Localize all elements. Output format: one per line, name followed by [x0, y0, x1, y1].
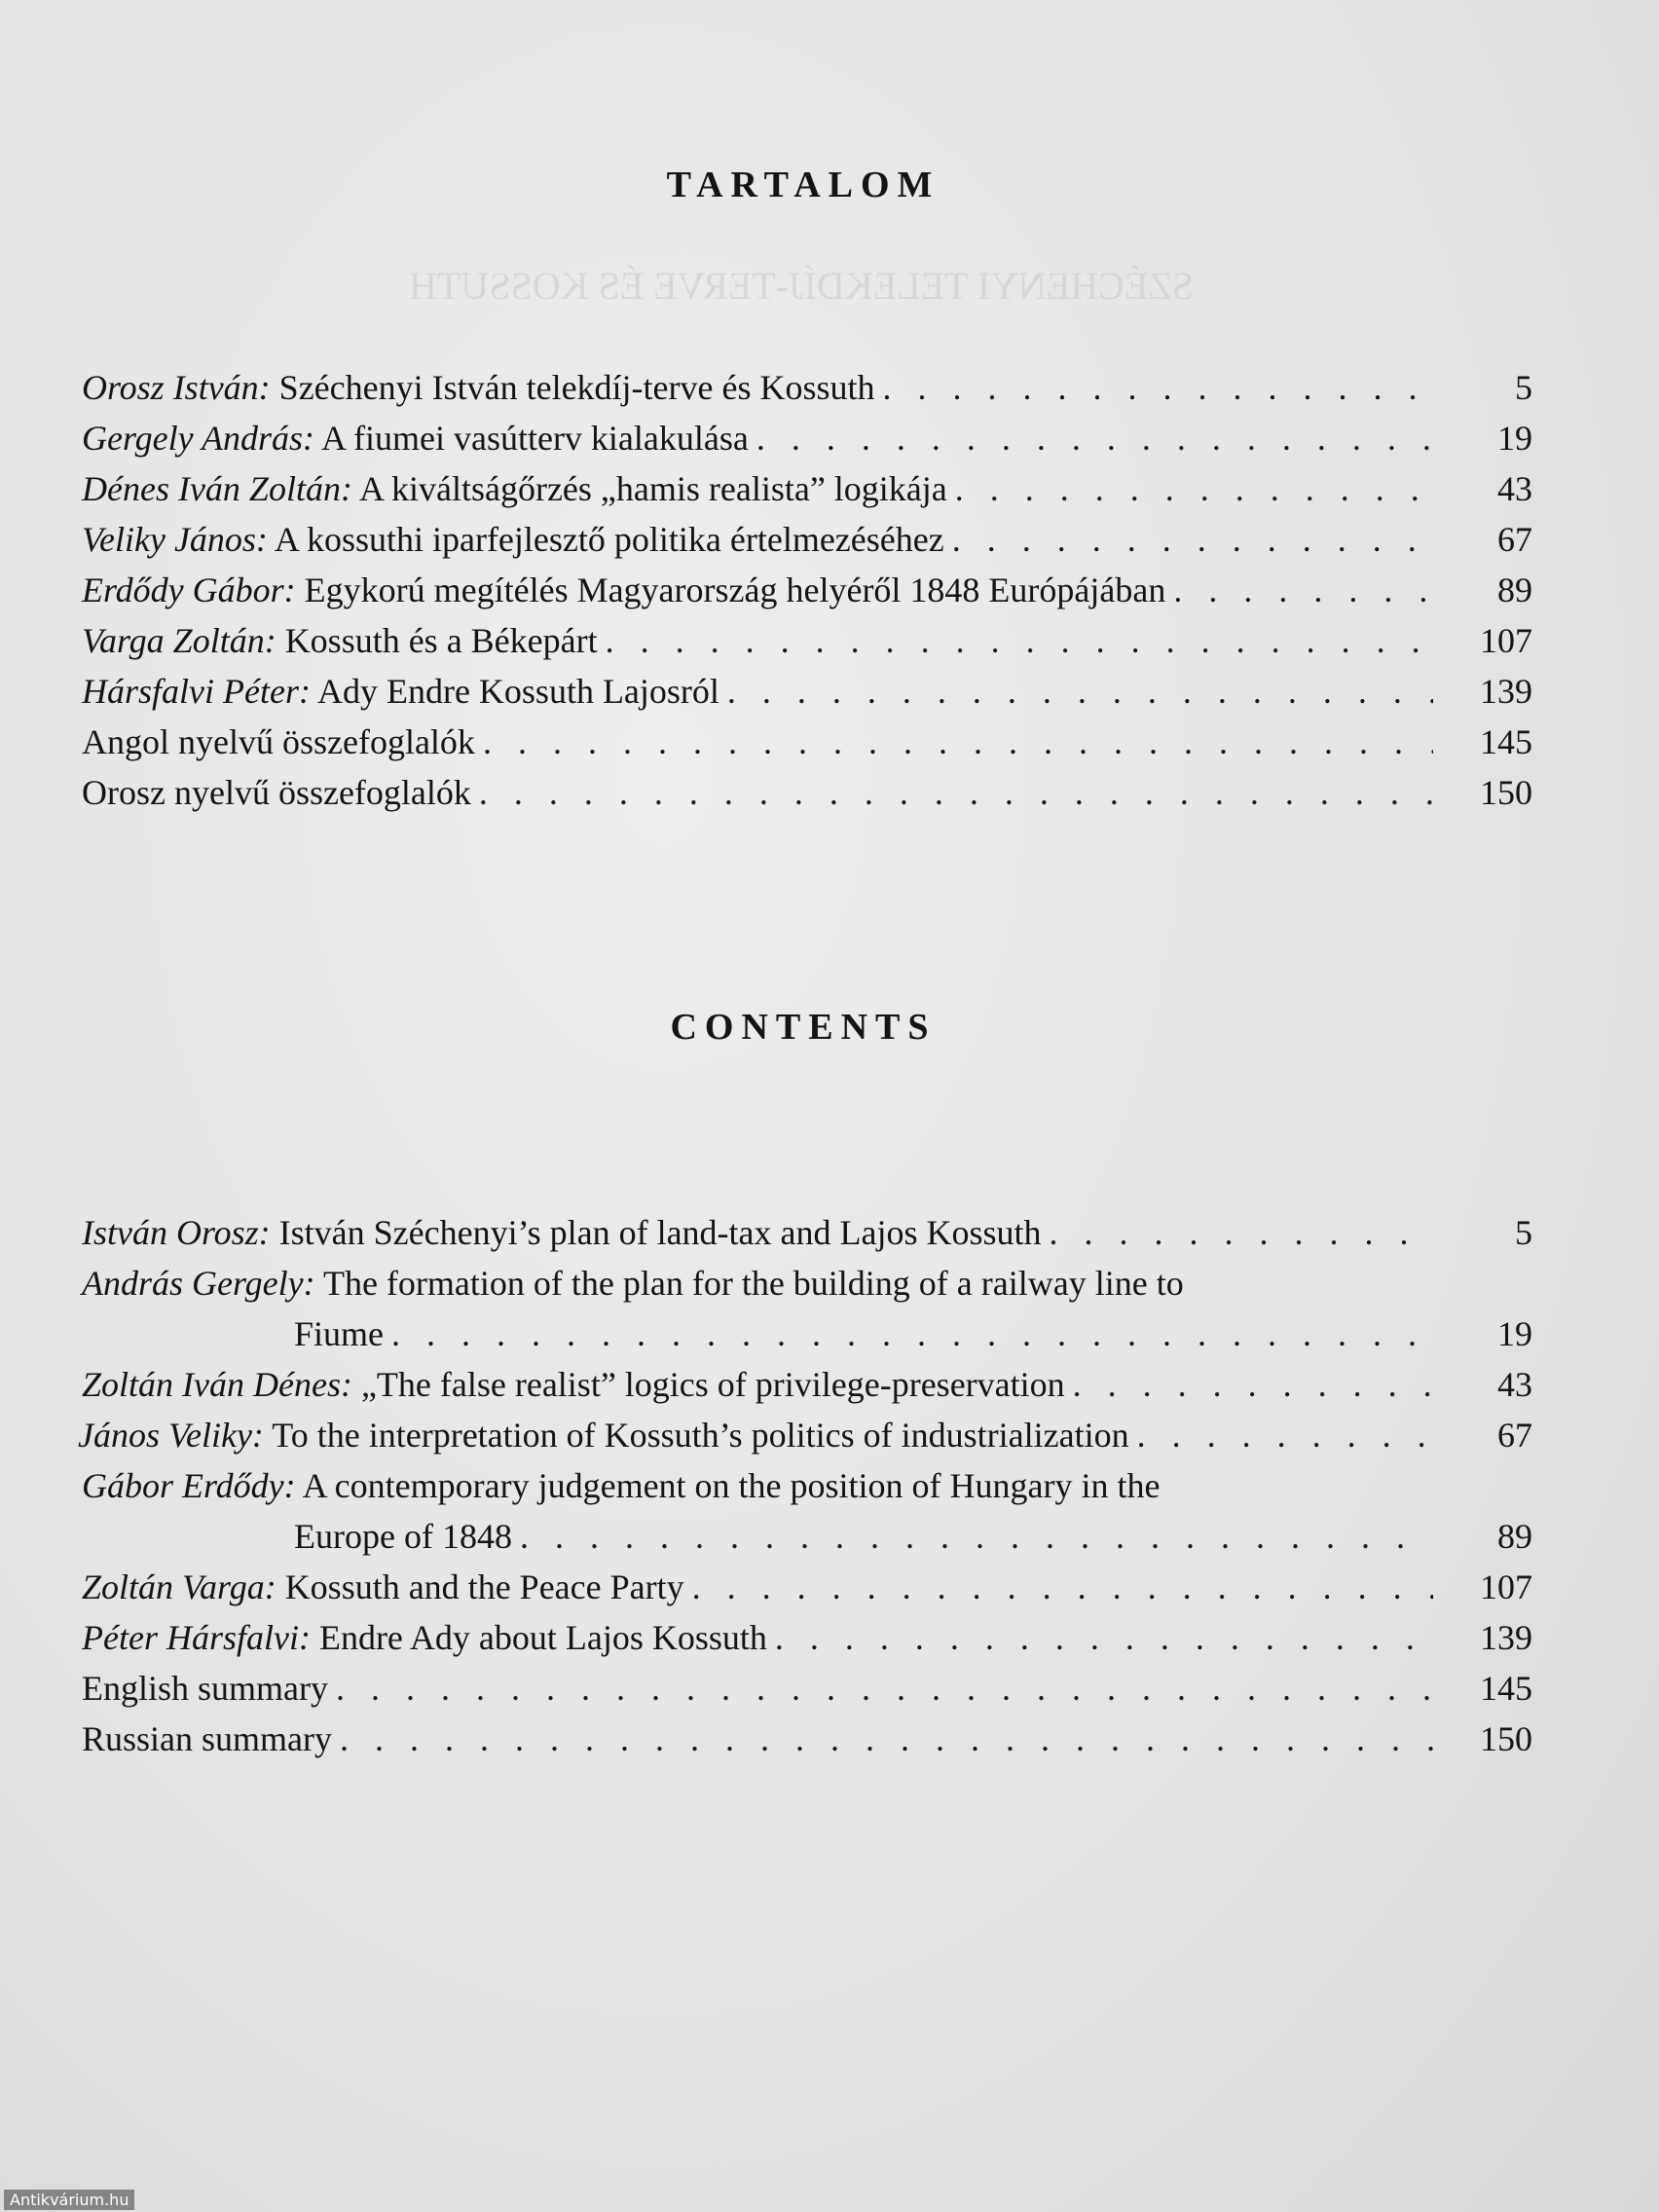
entry-title: István Széchenyi’s plan of land-tax and Lajos Kossuth — [270, 1213, 1042, 1252]
dot-leader — [952, 514, 1433, 565]
dot-leader — [1137, 1410, 1433, 1460]
entry-page: 139 — [1480, 672, 1532, 711]
entry-title: A contemporary judgement on the position of Hungary in the — [295, 1466, 1161, 1505]
dot-leader — [336, 1663, 1433, 1714]
toc-entry[interactable] — [82, 615, 1532, 666]
toc-entry[interactable] — [82, 413, 1532, 463]
entry-author: István Orosz: — [82, 1213, 271, 1252]
dot-leader — [391, 1309, 1433, 1359]
entry-page: 67 — [1497, 1416, 1532, 1455]
entry-title: Endre Ady about Lajos Kossuth — [310, 1618, 767, 1657]
entry-title-continued: Europe of 1848 — [294, 1517, 512, 1556]
entry-author: Péter Hársfalvi: — [82, 1618, 311, 1657]
entry-title: Kossuth és a Békepárt — [276, 621, 598, 660]
dot-leader — [483, 717, 1433, 767]
toc-entry[interactable] — [82, 1258, 1532, 1359]
entry-author: Dénes Iván Zoltán: — [82, 469, 352, 508]
toc-entry[interactable] — [82, 767, 1532, 818]
entry-title: Egykorú megítélés Magyarország helyéről 1848 Európájában — [295, 571, 1166, 609]
entry-page: 145 — [1480, 722, 1532, 761]
toc-entry[interactable] — [82, 565, 1532, 615]
entry-author: András Gergely: — [82, 1264, 315, 1303]
toc-entry[interactable] — [82, 514, 1532, 565]
toc-entry[interactable] — [82, 1562, 1532, 1612]
dot-leader — [1050, 1207, 1434, 1258]
entry-author: Gergely András: — [82, 419, 314, 458]
entry-title: Kossuth and the Peace Party — [276, 1567, 684, 1606]
toc-english — [78, 1207, 1532, 1764]
entry-author: Hársfalvi Péter: — [82, 672, 311, 711]
toc-entry[interactable] — [82, 717, 1532, 767]
dot-leader — [727, 666, 1433, 717]
entry-author: Varga Zoltán: — [82, 621, 276, 660]
entry-page: 43 — [1497, 1365, 1532, 1404]
watermark: Antikvárium.hu — [4, 2190, 134, 2210]
entry-title: Russian summary — [82, 1719, 332, 1758]
entry-page: 5 — [1515, 1213, 1532, 1252]
entry-author: Zoltán Iván Dénes: — [82, 1365, 352, 1404]
entry-author: Erdődy Gábor: — [82, 571, 296, 609]
toc-entry[interactable] — [82, 362, 1532, 413]
entry-page: 139 — [1480, 1618, 1532, 1657]
entry-page: 150 — [1480, 773, 1532, 812]
dot-leader — [955, 463, 1433, 514]
entry-author: Orosz István: — [82, 368, 271, 407]
entry-page: 107 — [1480, 621, 1532, 660]
toc-entry[interactable] — [82, 1359, 1532, 1410]
toc-entry[interactable] — [82, 1663, 1532, 1714]
entry-title: Angol nyelvű összefoglalók — [82, 722, 475, 761]
dot-leader — [520, 1511, 1433, 1562]
dot-leader — [1173, 565, 1433, 615]
entry-title: A kossuthi iparfejlesztő politika értelmezéséhez — [267, 520, 944, 559]
toc-hungarian — [82, 362, 1532, 818]
dot-leader — [1073, 1359, 1433, 1410]
entry-author: Veliky János: — [82, 520, 268, 559]
entry-page: 19 — [1497, 419, 1532, 458]
toc-entry[interactable] — [82, 1207, 1532, 1258]
entry-title: English summary — [82, 1669, 328, 1708]
entry-title: The formation of the plan for the building of a railway line to — [314, 1264, 1184, 1303]
dot-leader — [756, 413, 1433, 463]
entry-page: 89 — [1497, 571, 1532, 609]
entry-page: 150 — [1480, 1719, 1532, 1758]
entry-title: Orosz nyelvű összefoglalók — [82, 773, 471, 812]
entry-page: 89 — [1497, 1517, 1532, 1556]
heading-tartalom: TARTALOM — [666, 165, 940, 205]
toc-entry[interactable] — [82, 463, 1532, 514]
entry-title: A kiváltságőrzés „hamis realista” logikája — [351, 469, 947, 508]
toc-entry[interactable] — [82, 1714, 1532, 1764]
entry-title-continued: Fiume — [294, 1314, 385, 1353]
entry-page: 145 — [1480, 1669, 1532, 1708]
toc-entry[interactable] — [78, 1410, 1532, 1460]
entry-page: 107 — [1480, 1567, 1532, 1606]
dot-leader — [775, 1612, 1433, 1663]
heading-contents: CONTENTS — [670, 1007, 937, 1048]
toc-entry[interactable] — [82, 666, 1532, 717]
dot-leader — [692, 1562, 1433, 1612]
dot-leader — [340, 1714, 1433, 1764]
entry-page: 67 — [1497, 520, 1532, 559]
dot-leader — [479, 767, 1433, 818]
bleed-through-text: SZÉCHENYI TELEKDÍJ-TERVE ÉS KOSSUTH — [409, 264, 1195, 308]
entry-title: Széchenyi István telekdíj-terve és Kossuth — [270, 368, 875, 407]
entry-page: 43 — [1497, 469, 1532, 508]
toc-entry[interactable] — [82, 1612, 1532, 1663]
entry-author: Zoltán Varga: — [82, 1567, 276, 1606]
dot-leader — [883, 362, 1434, 413]
entry-title: A fiumei vasútterv kialakulása — [313, 419, 749, 458]
entry-page: 5 — [1515, 368, 1532, 407]
entry-author: János Veliky: — [78, 1416, 264, 1455]
entry-title: Ady Endre Kossuth Lajosról — [310, 672, 719, 711]
toc-entry[interactable] — [82, 1460, 1532, 1562]
entry-author: Gábor Erdődy: — [82, 1466, 296, 1505]
entry-title: To the interpretation of Kossuth’s politics of industrialization — [263, 1416, 1129, 1455]
entry-page: 19 — [1497, 1314, 1532, 1353]
dot-leader — [606, 615, 1433, 666]
entry-title: „The false realist” logics of privilege-preservation — [351, 1365, 1065, 1404]
